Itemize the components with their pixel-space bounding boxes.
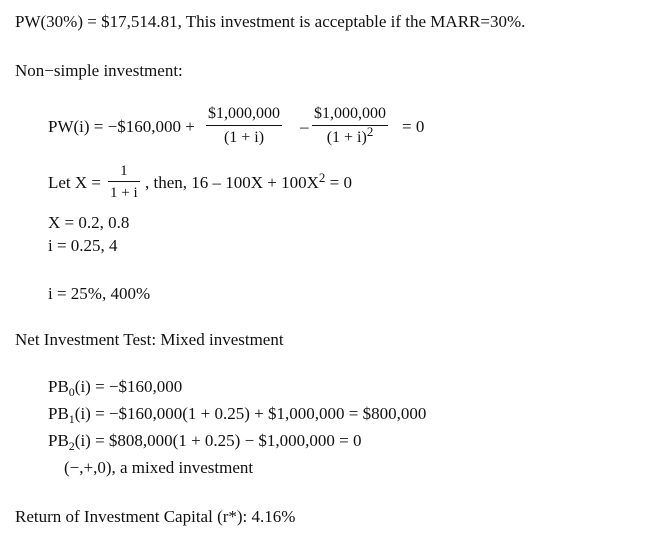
fraction-2-denominator: $(1 + i)^2$ xyxy=(326,124,374,146)
fraction-1 xyxy=(206,105,282,147)
i-values: i = 0.25, 4 xyxy=(48,236,118,255)
exponent: 2 xyxy=(366,124,374,139)
subscript: 1 xyxy=(68,412,75,426)
minus-sign: – xyxy=(300,117,309,136)
pb1-line: $PB_1(i)$ = −$160,000(1 + 0.25) + $1,000,000 = $800,000 xyxy=(48,404,427,426)
fraction-2 xyxy=(312,105,388,147)
subscript: 0 xyxy=(68,385,75,399)
x-values: X = 0.2, 0.8 xyxy=(48,213,130,232)
fraction-3-denominator: 1 + i xyxy=(110,185,138,201)
net-investment-test: Net Investment Test: Mixed investment xyxy=(15,330,284,349)
mixed-investment-sign: (−,+,0), a mixed investment xyxy=(64,458,254,477)
fraction-3-numerator: 1 xyxy=(120,163,128,179)
let-x-label: Let X = xyxy=(48,173,102,192)
pb0-line: $PB_0(i)$ = −$160,000 xyxy=(48,377,183,399)
fraction-2-numerator: $1,000,000 xyxy=(314,105,386,122)
fraction-3 xyxy=(108,163,140,201)
fraction-1-numerator: $1,000,000 xyxy=(208,105,280,122)
pb2-line: $PB_2(i)$ = $808,000(1 + 0.25) − $1,000,000 = 0 xyxy=(48,431,362,453)
return-investment-capital: Return of Investment Capital (r*): 4.16% xyxy=(15,507,296,526)
let-x-then: , then, $16 - 100X + 100X^2 = 0$ xyxy=(145,170,353,192)
i-percent: i = 25%, 400% xyxy=(48,284,151,303)
exponent: 2 xyxy=(318,170,326,185)
subscript: 2 xyxy=(68,439,75,453)
pw-equation-left: PW(i) = −$160,000 + xyxy=(48,117,195,136)
nonsimple-heading: Non−simple investment: xyxy=(15,61,183,80)
equals-zero: = 0 xyxy=(402,117,425,136)
fraction-1-denominator: (1 + i) xyxy=(223,129,265,146)
pw30-statement: PW(30%) = $17,514.81, This investment is acceptable if the MARR=30%. xyxy=(15,12,526,31)
